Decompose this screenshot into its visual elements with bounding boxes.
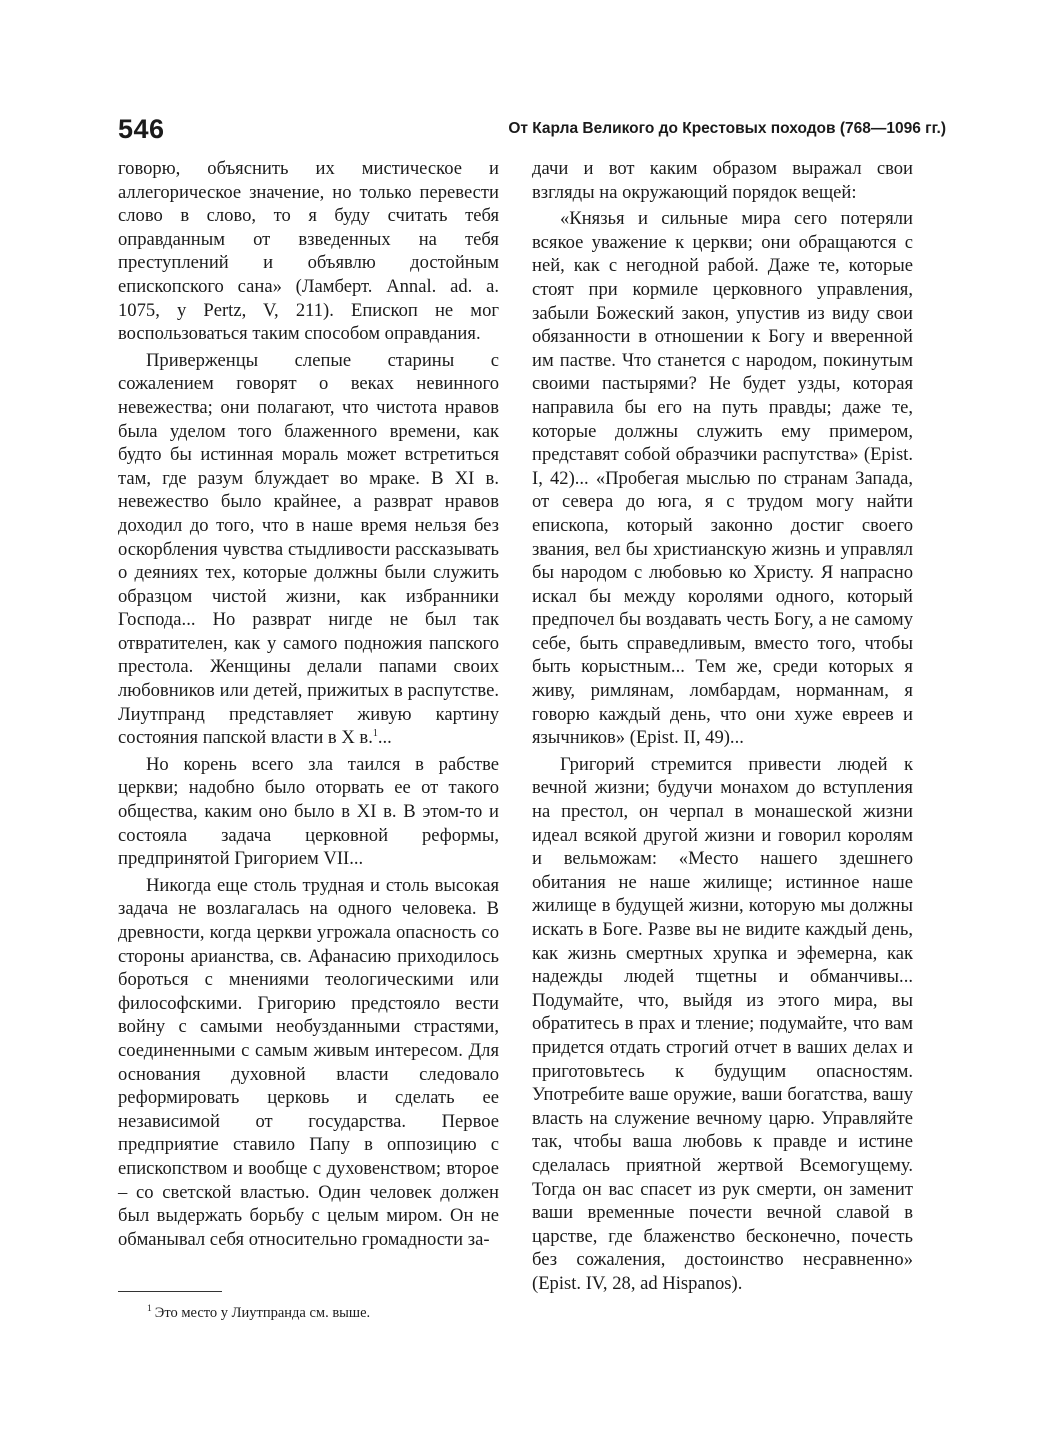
left-paragraph-1: говорю, объяснить их мистическое и аллегорическое значение, но только перевести слово в слово, то я буду считать тебя оправданным от взведенных на тебя преступлений и объявлю достойным епископского сана» (Ламберт. Annal. ad. a. 1075, у Pertz, V, 211). Епископ не мог воспользоваться таким способом оправдания. (118, 158, 499, 345)
left-paragraph-3: Но корень всего зла таился в рабстве церкви; надобно было оторвать ее от такого общества, каким оно было в XI в. В этом-то и состояла задача церковной реформы, предпринятой Григорием VII... (118, 753, 499, 870)
left-column (118, 157, 499, 1251)
left-paragraph-2-text: Приверженцы слепые старины с сожалением говорят о веках невинного невежества; они полагают, что чистота нравов была уделом того блаженного времени, как будто бы истинная мораль может встретиться там, где разум блуждает во мраке. В XI в. невежество было крайнее, а разврат нравов доходил до того, что в наше время нельзя без оскорбления чувства стыдливости рассказывать о деяниях тех, которые должны были служить образцом чистой жизни, как избранники Господа... Но разврат нигде не был так отвратителен, как у самого подножия папского престола. Женщины делали папами своих любовников или детей, прижитых в распутстве. Лиутпранд представляет живую картину состояния папской власти в X в. (118, 349, 499, 749)
left-paragraph-4: Никогда еще столь трудная и столь высокая задача не возлагалась на одного человека. В древности, когда церкви угрожала опасность со стороны арианства, св. Афанасию приходилось бороться с мнениями теологическими или философскими. Григорию предстояло вести войну с самыми необузданными страстями, соединенными с самым живым интересом. Для основания духовной власти следовало реформировать церковь и сделать ее независимой от государства. Первое предприятие ставило Папу в оппозицию с епископством и вообще с духовенством; второе – со светской властью. Один человек должен был выдержать борьбу с целым миром. Он не обманывал себя относительно громадности за- (118, 874, 499, 1250)
right-column (532, 157, 913, 1296)
right-paragraph-3: Григорий стремится привести людей к вечной жизни; будучи монахом до вступления на престол, он черпал в монашеской жизни идеал всякой другой жизни и говорил королям и вельможам: «Место нашего здешнего обитания не наше жилище; истинное наше жилище в будущей жизни, которую мы должны искать в Боге. Разве вы не видите каждый день, как жизнь смертных хрупка и эфемерна, как надежды людей тщетны и обманчивы... Подумайте, что, выйдя из этого мира, вы обратитесь в прах и тление; подумайте, что вам придется отдать строгий отчет в ваших делах и приготовьтесь к будущим опасностям. Употребите ваше оружие, ваши богатства, вашу власть на служение вечному царю. Управляйте так, чтобы ваша любовь к правде и истине сделалась приятной жертвой Всемогущему. Тогда он вас спасет из рук смерти, он заменит ваши временные почести вечной славой в царстве, где блаженство бесконечно, почесть без сожаления, достоинство несравненно» (Epist. IV, 28, ad Hispanos). (532, 753, 913, 1294)
left-paragraph-2-tail: ... (377, 727, 392, 749)
left-paragraph-2 (118, 349, 499, 750)
page-header (118, 108, 946, 152)
footnote-text: Это место у Лиутпранда см. выше. (154, 1305, 371, 1321)
footnote-divider (118, 1291, 222, 1292)
running-title: От Карла Великого до Крестовых походов (768—1096 гг.) (508, 120, 946, 137)
footnote (147, 1304, 487, 1322)
right-paragraph-2: «Князья и сильные мира сего потеряли всякое уважение к церкви; они обращаются с ней, как с негодной рабой. Даже те, которые стоят при кормиле церковного управления, забыли Божеский закон, упустив из виду свои обязанности в отношении к Богу и вверенной им пастве. Что станется с народом, покинутым своими пастырями? Не будет узды, которая направила бы его на путь правды; даже те, которые должны служить ему примером, представят собой образчики распутства» (Epist. I, 42)... «Пробегая мыслью по странам Запада, от севера до юга, я с трудом могу найти епископа, который законно достиг своего звания, вел бы христианскую жизнь и управлял бы народом с любовью ко Христу. Я напрасно искал бы между королями одного, который предпочел бы воздавать честь Богу, а не самому себе, быть справедливым, вместо того, чтобы быть корыстным... Тем же, среди которых я живу, римлянам, ломбардам, норманнам, я говорю каждый день, что они хуже евреев и язычников» (Epist. II, 49)... (532, 208, 913, 749)
footnote-mark: 1 (147, 1304, 152, 1315)
footnote-reference[interactable]: 1 (372, 728, 378, 740)
page-number: 546 (118, 114, 165, 144)
right-paragraph-1: дачи и вот каким образом выражал свои взгляды на окружающий порядок вещей: (532, 158, 913, 203)
